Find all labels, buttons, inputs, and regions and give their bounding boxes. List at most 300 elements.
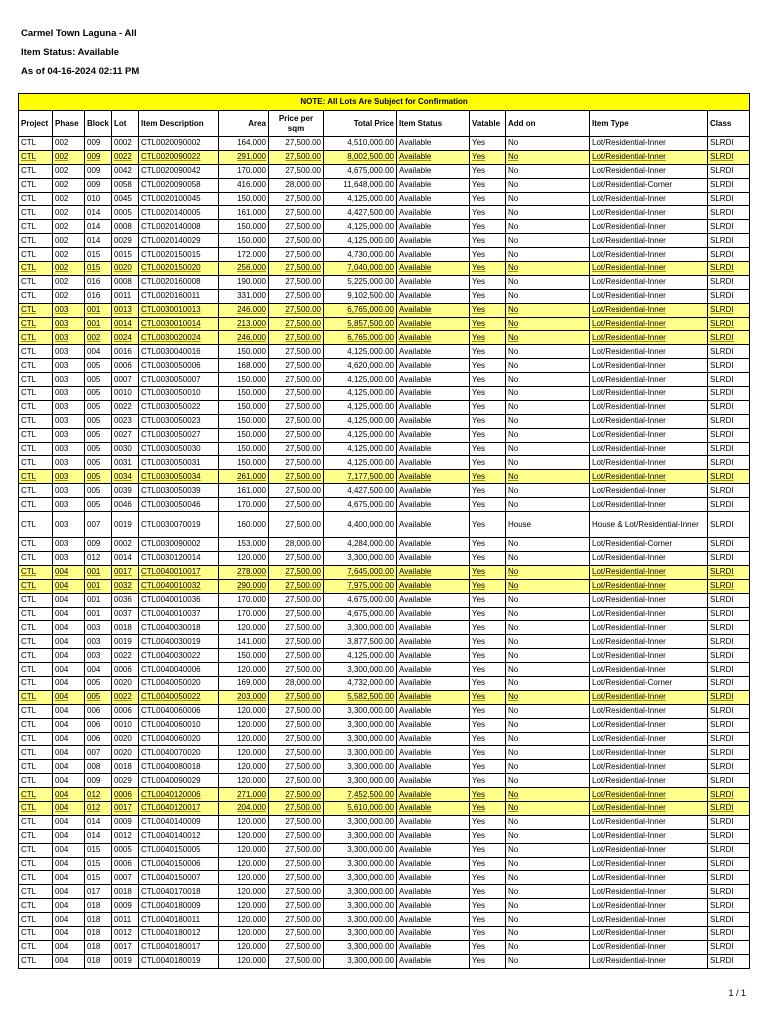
cell-area	[219, 303, 269, 317]
cell-text: No	[508, 761, 519, 771]
cell-text: CTL	[21, 457, 37, 467]
cell-text: Yes	[472, 291, 486, 301]
cell-block	[85, 206, 112, 220]
cell-text: No	[508, 263, 519, 273]
cell-price-per-sqm	[269, 303, 324, 317]
cell-vatable	[470, 815, 506, 829]
cell-class	[708, 635, 750, 649]
cell-text: CTL	[21, 360, 37, 370]
cell-text: SLRDI	[710, 138, 734, 148]
cell-text: 27,500.00	[285, 650, 321, 660]
cell-add-on	[506, 815, 590, 829]
cell-class	[708, 871, 750, 885]
cell-text: 0019	[114, 519, 132, 529]
cell-text: 27,500.00	[285, 519, 321, 529]
cell-lot	[112, 690, 139, 704]
cell-text: Available	[399, 817, 432, 827]
cell-text: Available	[399, 608, 432, 618]
cell-lot	[112, 248, 139, 262]
cell-text: Yes	[472, 956, 486, 966]
cell-text: CTL	[21, 539, 37, 549]
cell-text: Yes	[472, 388, 486, 398]
cell-vatable	[470, 470, 506, 484]
cell-text: 0012	[114, 928, 132, 938]
cell-class	[708, 303, 750, 317]
cell-text: 005	[87, 360, 101, 370]
cell-add-on	[506, 317, 590, 331]
cell-item-description	[139, 248, 219, 262]
cell-text: CTL	[21, 942, 37, 952]
cell-total-price	[324, 331, 397, 345]
cell-class	[708, 815, 750, 829]
cell-text: 012	[87, 789, 101, 799]
cell-vatable	[470, 579, 506, 593]
cell-text: Lot/Residential-Inner	[592, 831, 666, 841]
cell-text: Available	[399, 803, 432, 813]
cell-total-price	[324, 289, 397, 303]
cell-project	[19, 248, 53, 262]
cell-text: 002	[55, 263, 69, 273]
cell-text: No	[508, 858, 519, 868]
cell-text: SLRDI	[710, 221, 734, 231]
cell-area	[219, 926, 269, 940]
cell-text: Available	[399, 928, 432, 938]
cell-text: Yes	[472, 831, 486, 841]
cell-text: 27,500.00	[285, 332, 321, 342]
cell-text: Available	[399, 622, 432, 632]
cell-item-description	[139, 551, 219, 565]
cell-text: No	[508, 152, 519, 162]
cell-text: 002	[55, 221, 69, 231]
cell-vatable	[470, 248, 506, 262]
cell-block	[85, 801, 112, 815]
cell-price-per-sqm	[269, 704, 324, 718]
cell-text: 009	[87, 775, 101, 785]
cell-vatable	[470, 621, 506, 635]
cell-text: No	[508, 166, 519, 176]
cell-text: SLRDI	[710, 789, 734, 799]
cell-class	[708, 373, 750, 387]
cell-lot	[112, 234, 139, 248]
cell-text: Lot/Residential-Inner	[592, 221, 666, 231]
cell-text: SLRDI	[710, 319, 734, 329]
cell-text: Available	[399, 581, 432, 591]
cell-text: 150.000	[237, 346, 266, 356]
cell-text: CTL	[21, 152, 37, 162]
cell-area	[219, 788, 269, 802]
cell-text: 004	[55, 942, 69, 952]
cell-text: 170.000	[237, 595, 266, 605]
cell-project	[19, 387, 53, 401]
cell-item-status	[397, 635, 470, 649]
cell-text: 0058	[114, 180, 132, 190]
cell-text: CTL0030050039	[141, 485, 201, 495]
cell-price-per-sqm	[269, 345, 324, 359]
cell-text: No	[508, 485, 519, 495]
cell-lot	[112, 885, 139, 899]
cell-phase	[53, 774, 85, 788]
cell-phase	[53, 871, 85, 885]
cell-text: SLRDI	[710, 720, 734, 730]
cell-text: SLRDI	[710, 942, 734, 952]
cell-vatable	[470, 885, 506, 899]
cell-text: Available	[399, 733, 432, 743]
cell-price-per-sqm	[269, 718, 324, 732]
cell-project	[19, 829, 53, 843]
cell-text: 3,300,000.00	[347, 817, 394, 827]
cell-phase	[53, 289, 85, 303]
cell-total-price	[324, 913, 397, 927]
cell-class	[708, 400, 750, 414]
cell-price-per-sqm	[269, 857, 324, 871]
table-row	[19, 954, 750, 968]
cell-project	[19, 150, 53, 164]
cell-text: Yes	[472, 444, 486, 454]
cell-text: 7,177,500.00	[347, 471, 394, 481]
cell-item-type	[590, 843, 708, 857]
cell-text: Yes	[472, 858, 486, 868]
cell-block	[85, 690, 112, 704]
cell-vatable	[470, 262, 506, 276]
cell-vatable	[470, 206, 506, 220]
cell-text: 0036	[114, 595, 132, 605]
cell-text: Available	[399, 194, 432, 203]
cell-item-status	[397, 774, 470, 788]
cell-class	[708, 428, 750, 442]
cell-total-price	[324, 248, 397, 262]
cell-class	[708, 538, 750, 552]
cell-text: 004	[55, 595, 69, 605]
cell-text: 27,500.00	[285, 360, 321, 370]
cell-add-on	[506, 456, 590, 470]
cell-class	[708, 470, 750, 484]
cell-text: 008	[87, 761, 101, 771]
cell-text: No	[508, 733, 519, 743]
cell-text: CTL	[21, 291, 37, 301]
cell-vatable	[470, 220, 506, 234]
cell-block	[85, 635, 112, 649]
cell-text: No	[508, 608, 519, 618]
cell-phase	[53, 345, 85, 359]
cell-text: Available	[399, 900, 432, 910]
cell-item-status	[397, 718, 470, 732]
cell-text: 27,500.00	[285, 152, 321, 162]
cell-text: CTL0030010014	[141, 319, 201, 329]
cell-text: CTL	[21, 319, 37, 329]
cell-block	[85, 275, 112, 289]
cell-class	[708, 704, 750, 718]
cell-text: 004	[55, 886, 69, 896]
cell-add-on	[506, 690, 590, 704]
cell-text: Lot/Residential-Inner	[592, 858, 666, 868]
cell-text: Yes	[472, 789, 486, 799]
cell-price-per-sqm	[269, 359, 324, 373]
cell-text: CTL	[21, 747, 37, 757]
cell-text: CTL	[21, 858, 37, 868]
cell-price-per-sqm	[269, 676, 324, 690]
cell-add-on	[506, 926, 590, 940]
cell-vatable	[470, 192, 506, 206]
cell-total-price	[324, 192, 397, 206]
cell-lot	[112, 456, 139, 470]
cell-item-type	[590, 498, 708, 512]
cell-project	[19, 206, 53, 220]
cell-lot	[112, 899, 139, 913]
cell-project	[19, 926, 53, 940]
cell-lot	[112, 926, 139, 940]
cell-item-description	[139, 871, 219, 885]
cell-text: Yes	[472, 263, 486, 273]
cell-text: Yes	[472, 499, 486, 509]
cell-item-type	[590, 593, 708, 607]
cell-area	[219, 137, 269, 151]
cell-item-description	[139, 621, 219, 635]
cell-project	[19, 262, 53, 276]
cell-text: 27,500.00	[285, 817, 321, 827]
cell-add-on	[506, 899, 590, 913]
cell-total-price	[324, 885, 397, 899]
cell-item-type	[590, 732, 708, 746]
cell-vatable	[470, 428, 506, 442]
cell-area	[219, 331, 269, 345]
cell-text: No	[508, 567, 519, 577]
cell-text: CTL	[21, 650, 37, 660]
cell-text: Yes	[472, 319, 486, 329]
cell-area	[219, 551, 269, 565]
cell-text: 0034	[114, 471, 132, 481]
cell-class	[708, 387, 750, 401]
cell-class	[708, 926, 750, 940]
cell-class	[708, 801, 750, 815]
cell-project	[19, 359, 53, 373]
cell-text: 120.000	[237, 720, 266, 730]
cell-text: Lot/Residential-Inner	[592, 664, 666, 674]
cell-text: Lot/Residential-Inner	[592, 346, 666, 356]
cell-text: Yes	[472, 332, 486, 342]
cell-item-status	[397, 663, 470, 677]
cell-project	[19, 649, 53, 663]
cell-vatable	[470, 663, 506, 677]
cell-text: 3,300,000.00	[347, 733, 394, 743]
cell-text: 27,500.00	[285, 249, 321, 259]
cell-text: 003	[87, 622, 101, 632]
cell-text: 0018	[114, 622, 132, 632]
cell-item-status	[397, 857, 470, 871]
cell-text: 004	[55, 678, 69, 688]
cell-text: 150.000	[237, 402, 266, 412]
cell-text: No	[508, 319, 519, 329]
cell-text: CTL0030050030	[141, 444, 201, 454]
table-row	[19, 593, 750, 607]
cell-project	[19, 331, 53, 345]
cell-class	[708, 954, 750, 968]
cell-item-type	[590, 206, 708, 220]
cell-text: 002	[55, 138, 69, 148]
cell-total-price	[324, 607, 397, 621]
cell-text: 150.000	[237, 388, 266, 398]
cell-text: Available	[399, 485, 432, 495]
inventory-table	[18, 93, 750, 969]
cell-class	[708, 220, 750, 234]
cell-text: 4,675,000.00	[347, 608, 394, 618]
cell-text: 150.000	[237, 194, 266, 203]
cell-lot	[112, 400, 139, 414]
cell-text: 014	[87, 221, 101, 231]
cell-text: CTL0030070019	[141, 519, 201, 529]
cell-text: 007	[87, 519, 101, 529]
cell-text: CTL0040180011	[141, 914, 201, 924]
cell-text: CTL0040010032	[141, 581, 201, 591]
cell-text: 246.000	[237, 305, 266, 315]
cell-item-description	[139, 704, 219, 718]
cell-text: Lot/Residential-Inner	[592, 956, 666, 966]
cell-item-description	[139, 538, 219, 552]
cell-text: Available	[399, 235, 432, 245]
cell-text: 3,300,000.00	[347, 914, 394, 924]
cell-text: 006	[87, 733, 101, 743]
cell-phase	[53, 206, 85, 220]
cell-text: 016	[87, 291, 101, 301]
cell-class	[708, 760, 750, 774]
cell-total-price	[324, 843, 397, 857]
cell-text: Lot/Residential-Inner	[592, 650, 666, 660]
cell-lot	[112, 345, 139, 359]
cell-text: Yes	[472, 567, 486, 577]
cell-item-status	[397, 289, 470, 303]
cell-project	[19, 442, 53, 456]
cell-area	[219, 512, 269, 538]
cell-item-type	[590, 940, 708, 954]
cell-text: 120.000	[237, 845, 266, 855]
report-title: Carmel Town Laguna - All	[21, 28, 137, 39]
cell-block	[85, 843, 112, 857]
cell-text: 4,125,000.00	[347, 374, 394, 384]
cell-text: 4,427,500.00	[347, 207, 394, 217]
cell-text: Available	[399, 775, 432, 785]
cell-lot	[112, 801, 139, 815]
cell-class	[708, 551, 750, 565]
cell-text: 27,500.00	[285, 928, 321, 938]
cell-text: 7,645,000.00	[347, 567, 394, 577]
cell-text: CTL0020090022	[141, 152, 201, 162]
cell-block	[85, 484, 112, 498]
cell-text: 5,582,500.00	[347, 692, 394, 702]
cell-phase	[53, 150, 85, 164]
table-row	[19, 913, 750, 927]
cell-price-per-sqm	[269, 387, 324, 401]
cell-text: CTL0040030022	[141, 650, 201, 660]
cell-add-on	[506, 538, 590, 552]
cell-text: CTL	[21, 733, 37, 743]
cell-text: 005	[87, 499, 101, 509]
cell-text: Available	[399, 444, 432, 454]
cell-text: CTL0030050022	[141, 402, 201, 412]
cell-text: SLRDI	[710, 886, 734, 896]
cell-text: CTL	[21, 581, 37, 591]
cell-text: 168.000	[237, 360, 266, 370]
cell-text: Lot/Residential-Inner	[592, 166, 666, 176]
cell-text: Yes	[472, 747, 486, 757]
cell-text: CTL	[21, 416, 37, 426]
cell-area	[219, 829, 269, 843]
cell-text: 27,500.00	[285, 581, 321, 591]
cell-text: 3,300,000.00	[347, 553, 394, 563]
cell-price-per-sqm	[269, 663, 324, 677]
cell-total-price	[324, 164, 397, 178]
cell-lot	[112, 774, 139, 788]
cell-item-type	[590, 512, 708, 538]
table-row	[19, 621, 750, 635]
cell-phase	[53, 593, 85, 607]
cell-item-description	[139, 690, 219, 704]
cell-text: Yes	[472, 180, 486, 190]
cell-text: Yes	[472, 485, 486, 495]
cell-text: 27,500.00	[285, 277, 321, 287]
cell-item-description	[139, 579, 219, 593]
cell-text: 002	[55, 207, 69, 217]
cell-text: Lot/Residential-Corner	[592, 180, 673, 190]
cell-text: Lot/Residential-Inner	[592, 928, 666, 938]
cell-block	[85, 579, 112, 593]
cell-area	[219, 206, 269, 220]
cell-text: 0032	[114, 581, 132, 591]
cell-price-per-sqm	[269, 607, 324, 621]
cell-text: 014	[87, 831, 101, 841]
cell-text: 014	[87, 207, 101, 217]
cell-class	[708, 746, 750, 760]
cell-text: 0014	[114, 319, 132, 329]
cell-item-type	[590, 345, 708, 359]
cell-phase	[53, 704, 85, 718]
cell-vatable	[470, 690, 506, 704]
cell-text: 120.000	[237, 956, 266, 966]
cell-text: SLRDI	[710, 872, 734, 882]
cell-text: No	[508, 789, 519, 799]
cell-price-per-sqm	[269, 164, 324, 178]
table-row	[19, 843, 750, 857]
cell-text: 5,857,500.00	[347, 319, 394, 329]
cell-text: Yes	[472, 305, 486, 315]
cell-text: Lot/Residential-Inner	[592, 845, 666, 855]
cell-vatable	[470, 774, 506, 788]
cell-text: Available	[399, 519, 432, 529]
cell-text: SLRDI	[710, 485, 734, 495]
table-row	[19, 456, 750, 470]
cell-price-per-sqm	[269, 331, 324, 345]
cell-text: Available	[399, 430, 432, 440]
table-row	[19, 373, 750, 387]
cell-project	[19, 484, 53, 498]
cell-text: CTL0040150006	[141, 858, 201, 868]
cell-item-status	[397, 565, 470, 579]
cell-text: CTL0040050020	[141, 678, 201, 688]
cell-text: Available	[399, 152, 432, 162]
cell-item-status	[397, 801, 470, 815]
cell-add-on	[506, 206, 590, 220]
cell-text: 004	[55, 858, 69, 868]
table-row	[19, 275, 750, 289]
cell-price-per-sqm	[269, 275, 324, 289]
cell-project	[19, 275, 53, 289]
cell-project	[19, 732, 53, 746]
cell-block	[85, 760, 112, 774]
cell-block	[85, 663, 112, 677]
cell-text: 0015	[114, 249, 132, 259]
cell-text: SLRDI	[710, 360, 734, 370]
cell-vatable	[470, 857, 506, 871]
cell-total-price	[324, 621, 397, 635]
cell-class	[708, 359, 750, 373]
